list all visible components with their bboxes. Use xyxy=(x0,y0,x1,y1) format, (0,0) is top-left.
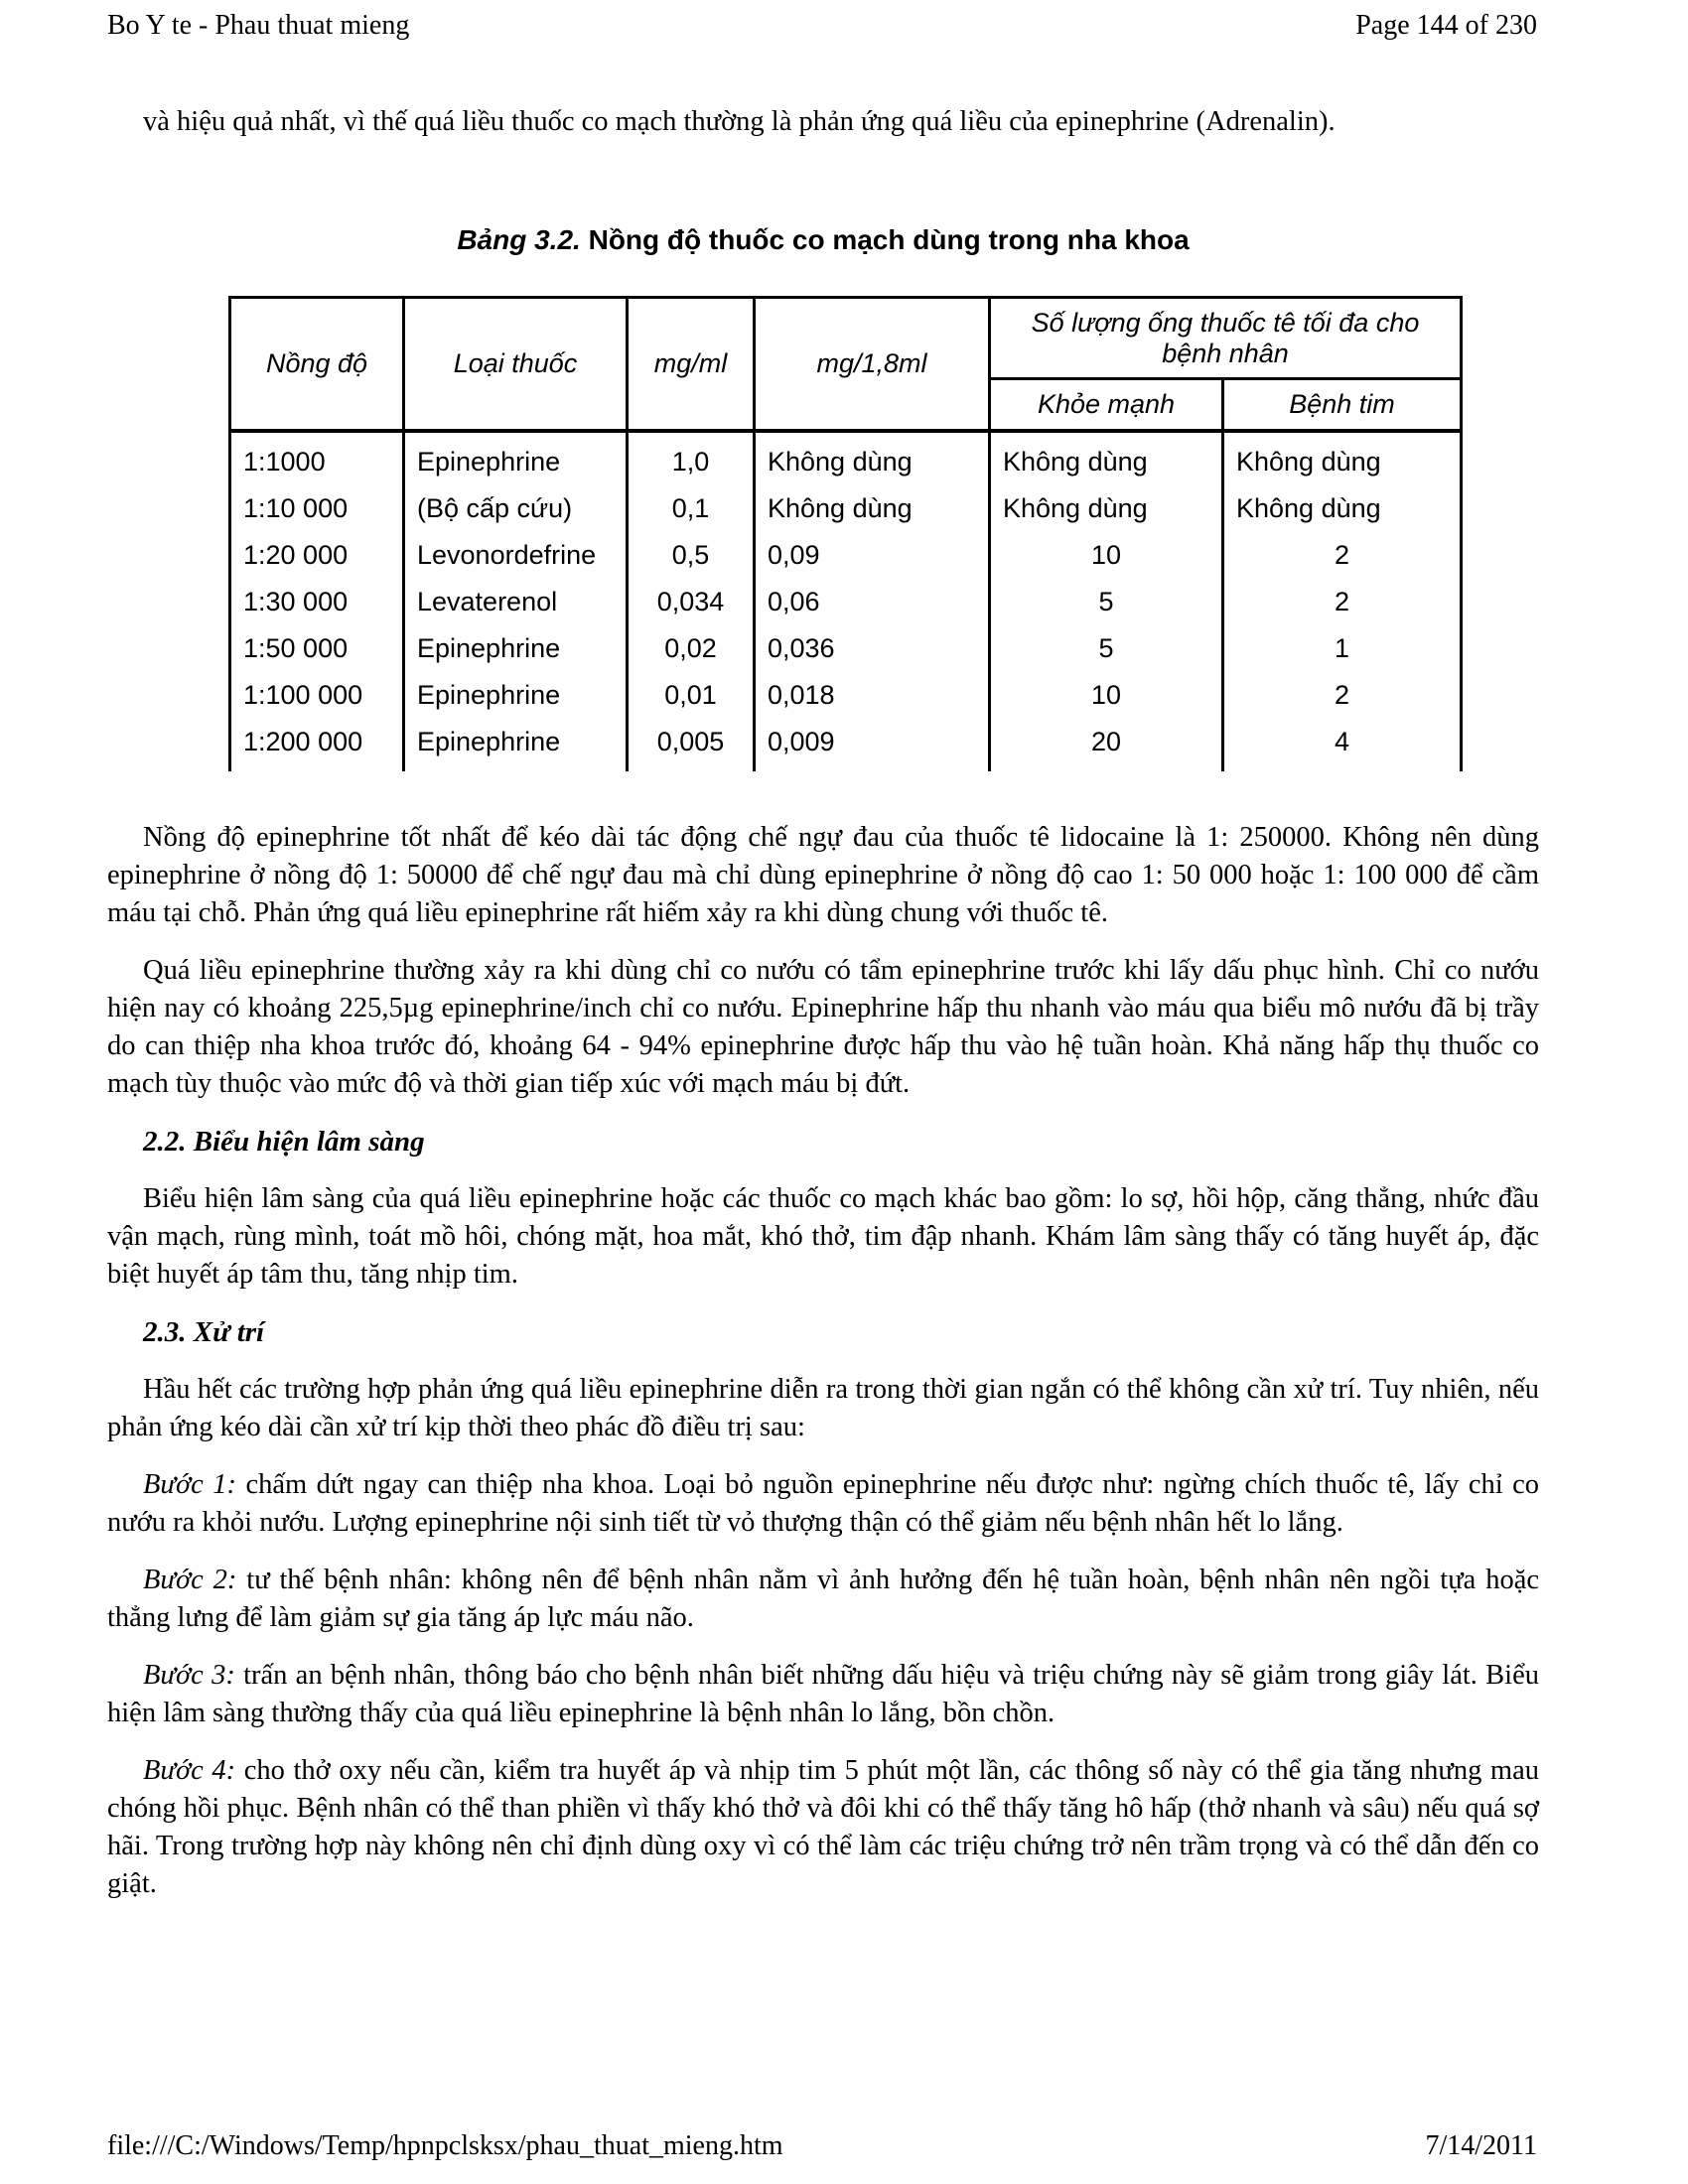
table-row xyxy=(230,719,1462,771)
paragraph-clinical-signs: Biểu hiện lâm sàng của quá liều epinephrine hoặc các thuốc co mạch khác bao gồm: lo sợ, hồi hộp, căng thẳng, nhức đầu vận mạch, rùng mình, toát mồ hôi, chóng mặt, hoa mắt, khó thở, tim đập nhanh. Khám lâm sàng thấy có tăng huyết áp, đặc biệt huyết áp tâm thu, tăng nhịp tim. xyxy=(107,1182,1539,1290)
table-cell: 0,02 xyxy=(628,625,755,672)
step-2-text: tư thế bệnh nhân: không nên để bệnh nhân nằm vì ảnh hưởng đến hệ tuần hoàn, bệnh nhân nên ngồi tựa hoặc thẳng lưng để làm giảm sự gia tăng áp lực máu não. xyxy=(107,1564,1539,1633)
step-3-text: trấn an bệnh nhân, thông báo cho bệnh nhân biết những dấu hiệu và triệu chứng này sẽ giảm trong giây lát. Biểu hiện lâm sàng thường thấy của quá liều epinephrine là bệnh nhân lo lắng, bồn chồn. xyxy=(107,1659,1539,1728)
table-row xyxy=(230,485,1462,532)
table-row xyxy=(230,625,1462,672)
col-header-drug-type: Loại thuốc xyxy=(404,298,628,431)
table-cell: 5 xyxy=(990,579,1223,625)
col-header-concentration: Nồng độ xyxy=(230,298,404,431)
table-cell: 1,0 xyxy=(628,431,755,485)
table-row xyxy=(230,532,1462,579)
step-1-label: Bước 1: xyxy=(143,1468,237,1500)
table-cell: Không dùng xyxy=(1223,431,1462,485)
page-number: Page 144 of 230 xyxy=(1355,10,1537,41)
table-cell: 1 xyxy=(1223,625,1462,672)
table-cell: 2 xyxy=(1223,532,1462,579)
paragraph-step-3 xyxy=(107,1657,1539,1732)
page-header xyxy=(0,0,1688,42)
table-caption xyxy=(107,220,1539,260)
step-3-label: Bước 3: xyxy=(143,1659,235,1691)
table-cell: 1:10 000 xyxy=(230,485,404,532)
intro-paragraph: và hiệu quả nhất, vì thế quá liều thuốc co mạch thường là phản ứng quá liều của epinephrine (Adrenalin). xyxy=(143,106,1336,137)
document-title: Bo Y te - Phau thuat mieng xyxy=(107,10,410,41)
table-cell: 1:20 000 xyxy=(230,532,404,579)
table-row xyxy=(230,431,1462,485)
table-cell: 1:30 000 xyxy=(230,579,404,625)
col-header-max-cartridges: Số lượng ống thuốc tê tối đa cho bệnh nhân xyxy=(990,298,1462,379)
table-cell: 0,1 xyxy=(628,485,755,532)
table-header xyxy=(230,298,1462,431)
file-path: file:///C:/Windows/Temp/hpnpclsksx/phau_thuat_mieng.htm xyxy=(107,2130,783,2161)
table-cell: 1:50 000 xyxy=(230,625,404,672)
step-1-text: chấm dứt ngay can thiệp nha khoa. Loại bỏ nguồn epinephrine nếu được như: ngừng chích thuốc tê, lấy chỉ co nướu ra khỏi nướu. Lượng epinephrine nội sinh tiết từ vỏ thượng thận có thể giảm nếu bệnh nhân hết lo lắng. xyxy=(107,1468,1539,1538)
col-header-mg-18ml: mg/1,8ml xyxy=(755,298,990,431)
table-caption-label: Bảng 3.2. xyxy=(457,224,581,255)
table-cell: 10 xyxy=(990,672,1223,719)
table-cell: 10 xyxy=(990,532,1223,579)
table-cell: Levaterenol xyxy=(404,579,628,625)
page-content xyxy=(0,103,1688,1903)
table-cell: Epinephrine xyxy=(404,672,628,719)
table-cell: 0,01 xyxy=(628,672,755,719)
paragraph-treatment-intro: Hầu hết các trường hợp phản ứng quá liều epinephrine diễn ra trong thời gian ngắn có thể không cần xử trí. Tuy nhiên, nếu phản ứng kéo dài cần xử trí kịp thời theo phác đồ điều trị sau: xyxy=(107,1373,1539,1442)
table-row xyxy=(230,672,1462,719)
print-date: 7/14/2011 xyxy=(1425,2130,1537,2161)
table-cell: 2 xyxy=(1223,579,1462,625)
paragraph-overdose: Quá liều epinephrine thường xảy ra khi dùng chỉ co nướu có tẩm epinephrine trước khi lấy dấu phục hình. Chỉ co nướu hiện nay có khoảng 225,5µg epinephrine/inch chỉ co nướu. Epinephrine hấp thu nhanh vào máu qua biểu mô nướu đã bị trầy do can thiệp nha khoa trước đó, khoảng 64 - 94% epinephrine được hấp thu vào hệ tuần hoàn. Khả năng hấp thụ thuốc co mạch tùy thuộc vào mức độ và thời gian tiếp xúc với mạch máu bị đứt. xyxy=(107,954,1539,1099)
col-header-mg-ml: mg/ml xyxy=(628,298,755,431)
table-cell: Không dùng xyxy=(990,431,1223,485)
table-cell: 4 xyxy=(1223,719,1462,771)
table-cell: 1:100 000 xyxy=(230,672,404,719)
col-header-healthy: Khỏe mạnh xyxy=(990,379,1223,431)
table-cell: 0,009 xyxy=(755,719,990,771)
table-cell: 20 xyxy=(990,719,1223,771)
col-header-cardiac: Bệnh tim xyxy=(1223,379,1462,431)
section-heading-2-3: 2.3. Xử trí xyxy=(143,1315,265,1348)
table-caption-title: Nồng độ thuốc co mạch dùng trong nha khoa xyxy=(580,224,1190,255)
table-cell: Không dùng xyxy=(755,431,990,485)
table-cell: Không dùng xyxy=(1223,485,1462,532)
section-heading-2-2: 2.2. Biểu hiện lâm sàng xyxy=(143,1125,425,1158)
table-row xyxy=(230,579,1462,625)
paragraph-concentration: Nồng độ epinephrine tốt nhất để kéo dài tác động chế ngự đau của thuốc tê lidocaine là 1: 250000. Không nên dùng epinephrine ở nồng độ 1: 50000 để chế ngự đau mà chỉ dùng epinephrine ở nồng độ cao 1: 50 000 hoặc 1: 100 000 để cầm máu tại chỗ. Phản ứng quá liều epinephrine rất hiếm xảy ra khi dùng chung với thuốc tê. xyxy=(107,821,1539,928)
paragraph-step-2 xyxy=(107,1562,1539,1637)
paragraph-step-4 xyxy=(107,1752,1539,1903)
table-cell: 0,005 xyxy=(628,719,755,771)
table-body xyxy=(230,431,1462,771)
table-cell: Không dùng xyxy=(990,485,1223,532)
step-4-label: Bước 4: xyxy=(143,1754,236,1786)
step-2-label: Bước 2: xyxy=(143,1564,237,1595)
table-cell: 2 xyxy=(1223,672,1462,719)
table-cell: Epinephrine xyxy=(404,431,628,485)
table-cell: 0,034 xyxy=(628,579,755,625)
table-header-row-top xyxy=(230,298,1462,379)
table-cell: Epinephrine xyxy=(404,719,628,771)
table-cell: (Bộ cấp cứu) xyxy=(404,485,628,532)
vasoconstrictor-table xyxy=(228,296,1463,771)
table-cell: 1:200 000 xyxy=(230,719,404,771)
table-cell: 1:1000 xyxy=(230,431,404,485)
page-footer xyxy=(107,2130,1537,2162)
table-cell: 0,018 xyxy=(755,672,990,719)
table-cell: Epinephrine xyxy=(404,625,628,672)
table-cell: 5 xyxy=(990,625,1223,672)
table-cell: 0,06 xyxy=(755,579,990,625)
paragraph-step-1 xyxy=(107,1466,1539,1542)
table-cell: 0,5 xyxy=(628,532,755,579)
table-cell: Levonordefrine xyxy=(404,532,628,579)
table-cell: Không dùng xyxy=(755,485,990,532)
table-cell: 0,09 xyxy=(755,532,990,579)
step-4-text: cho thở oxy nếu cần, kiểm tra huyết áp và nhịp tim 5 phút một lần, các thông số này có thể gia tăng nhưng mau chóng hồi phục. Bệnh nhân có thể than phiền vì thấy khó thở và đôi khi có thể thấy tăng hô hấp (thở nhanh và sâu) nếu quá sợ hãi. Trong trường hợp này không nên chỉ định dùng oxy vì có thể làm các triệu chứng trở nên trầm trọng và có thể dẫn đến co giật. xyxy=(107,1754,1539,1899)
table-cell: 0,036 xyxy=(755,625,990,672)
